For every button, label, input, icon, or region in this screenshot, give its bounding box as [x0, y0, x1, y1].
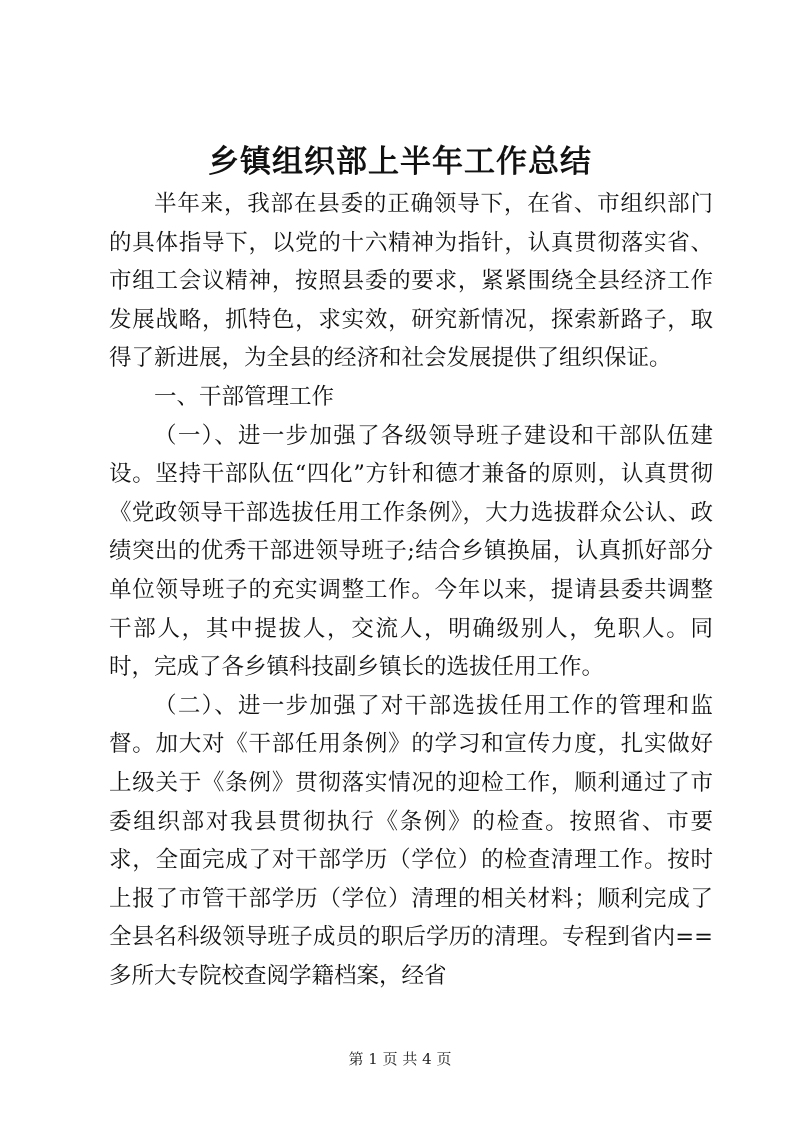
- section-heading-cadre-management: 一、干部管理工作: [154, 383, 335, 410]
- paragraph-supervision: （二）、进一步加强了对干部选拔任用工作的管理和监督。加大对《干部任用条例》的学习和宣传力度，扎实做好上级关于《条例》贯彻落实情况的迎检工作，顺利通过了市委组织部对我县贯彻执行《条例》的检查。按照省、市要求，全面完成了对干部学历（学位）的检查清理工作。按时上报了市管干部学历（学位）清理的相关材料；顺利完成了全县名科级领导班子成员的职后学历的清理。专程到省内==多所大专院校查阅学籍档案，经省: [109, 692, 713, 989]
- document-title: 乡镇组织部上半年工作总结: [208, 144, 592, 180]
- document-body: [109, 185, 713, 995]
- paragraph-intro: 半年来，我部在县委的正确领导下，在省、市组织部门的具体指导下，以党的十六精神为指针，认真贯彻落实省、市组工会议精神，按照县委的要求，紧紧围绕全县经济工作发展战略，抓特色，求实效，研究新情况，探索新路子，取得了新进展，为全县的经济和社会发展提供了组织保证。: [109, 191, 713, 372]
- paragraph-leadership-building: （一）、进一步加强了各级领导班子建设和干部队伍建设。坚持干部队伍“四化”方针和德才兼备的原则，认真贯彻《党政领导干部选拔任用工作条例》，大力选拔群众公认、政绩突出的优秀干部进领导班子;结合乡镇换届，认真抓好部分单位领导班子的充实调整工作。今年以来，提请县委共调整干部人，其中提拔人，交流人，明确级别人，免职人。同时，完成了各乡镇科技副乡镇长的选拔任用工作。: [109, 422, 713, 681]
- page-footer: 第 1 页 共 4 页: [348, 1050, 452, 1068]
